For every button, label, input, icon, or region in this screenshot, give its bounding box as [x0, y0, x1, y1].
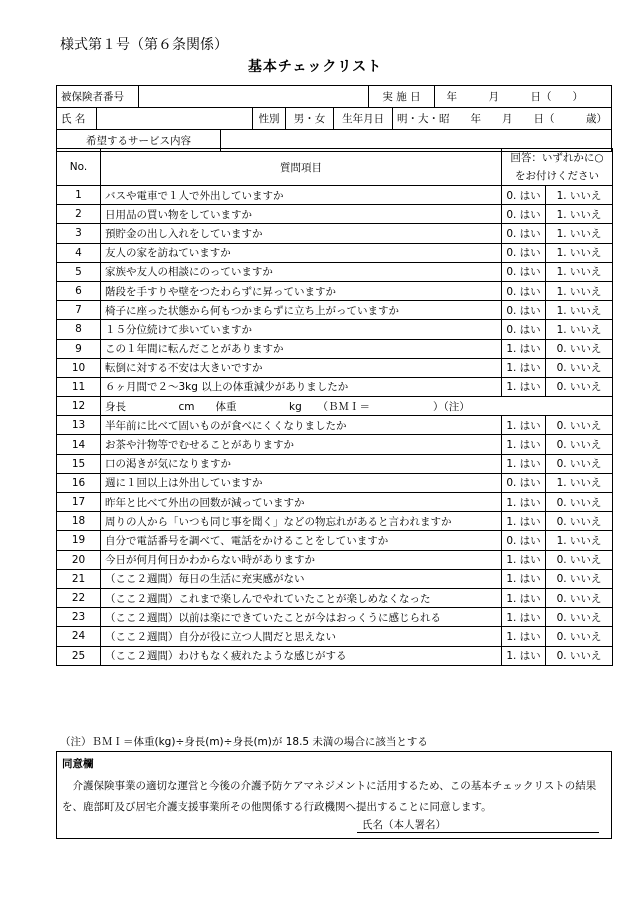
- question-number: 3: [57, 224, 101, 243]
- answer-option-a[interactable]: 1. はい: [502, 358, 546, 377]
- name-field[interactable]: [97, 108, 254, 129]
- table-row: [57, 588, 613, 607]
- answer-option-b[interactable]: 1. いいえ: [546, 301, 613, 320]
- signature-line[interactable]: [357, 832, 599, 833]
- question-text: １５分位続けて歩いていますか: [101, 320, 502, 339]
- question-text: 転倒に対する不安は大きいですか: [101, 358, 502, 377]
- table-row: [57, 262, 613, 281]
- question-number: 7: [57, 301, 101, 320]
- table-row-bmi: [57, 397, 613, 416]
- date-label: 実 施 日: [369, 86, 435, 107]
- answer-option-a[interactable]: 1. はい: [502, 588, 546, 607]
- question-number: 15: [57, 454, 101, 473]
- question-number: 5: [57, 262, 101, 281]
- table-row: [57, 454, 613, 473]
- question-number: 6: [57, 281, 101, 300]
- table-row: [57, 320, 613, 339]
- birth-label: 生年月日: [334, 108, 393, 129]
- question-text: この１年間に転んだことがありますか: [101, 339, 502, 358]
- consent-text: 介護保険事業の適切な運営と今後の介護予防ケアマネジメントに活用するため、この基本チェックリストの結果を、鹿部町及び居宅介護支援事業所その他関係する行政機関へ提出することに同意します。: [62, 780, 597, 813]
- table-row: [57, 512, 613, 531]
- table-row: [57, 473, 613, 492]
- answer-option-a[interactable]: 1. はい: [502, 608, 546, 627]
- question-number: 1: [57, 186, 101, 205]
- table-row: [57, 205, 613, 224]
- question-text: 自分で電話番号を調べて、電話をかけることをしていますか: [101, 531, 502, 550]
- question-text: （ここ２週間）これまで楽しんでやれていたことが楽しめなくなった: [101, 588, 502, 607]
- form-number-label: 様式第１号（第６条関係）: [60, 37, 228, 53]
- column-header-no: No.: [57, 149, 101, 186]
- column-header-question: 質問項目: [101, 149, 502, 186]
- answer-option-a[interactable]: 1. はい: [502, 435, 546, 454]
- question-text: 階段を手すりや壁をつたわらずに昇っていますか: [101, 281, 502, 300]
- answer-option-b[interactable]: 1. いいえ: [546, 320, 613, 339]
- question-text: ６ヶ月間で２～3kg 以上の体重減少がありましたか: [101, 377, 502, 396]
- answer-option-b[interactable]: 0. いいえ: [546, 454, 613, 473]
- table-row: [57, 627, 613, 646]
- question-text: 友人の家を訪ねていますか: [101, 243, 502, 262]
- answer-option-b[interactable]: 0. いいえ: [546, 512, 613, 531]
- answer-option-b[interactable]: 1. いいえ: [546, 224, 613, 243]
- answer-option-b[interactable]: 1. いいえ: [546, 262, 613, 281]
- header-row-insured: [57, 86, 611, 108]
- answer-option-a[interactable]: 1. はい: [502, 646, 546, 665]
- answer-option-b[interactable]: 0. いいえ: [546, 416, 613, 435]
- question-text: （ここ２週間）わけもなく疲れたような感じがする: [101, 646, 502, 665]
- answer-option-b[interactable]: 0. いいえ: [546, 588, 613, 607]
- question-number: 13: [57, 416, 101, 435]
- table-row: [57, 301, 613, 320]
- answer-option-b[interactable]: 0. いいえ: [546, 435, 613, 454]
- table-row: [57, 550, 613, 569]
- answer-option-b[interactable]: 1. いいえ: [546, 205, 613, 224]
- answer-option-a[interactable]: 0. はい: [502, 301, 546, 320]
- insured-number-label: 被保険者番号: [57, 86, 139, 107]
- column-header-answer: [502, 149, 613, 186]
- answer-option-b[interactable]: 1. いいえ: [546, 473, 613, 492]
- question-number: 21: [57, 569, 101, 588]
- answer-option-b[interactable]: 0. いいえ: [546, 608, 613, 627]
- sex-label: 性別: [253, 108, 286, 129]
- question-number: 17: [57, 493, 101, 512]
- checklist-body: [57, 186, 613, 666]
- answer-option-a[interactable]: 1. はい: [502, 339, 546, 358]
- table-row: [57, 377, 613, 396]
- question-text: 預貯金の出し入れをしていますか: [101, 224, 502, 243]
- answer-option-a[interactable]: 0. はい: [502, 243, 546, 262]
- question-number: 20: [57, 550, 101, 569]
- question-text: 半年前に比べて固いものが食べにくくなりましたか: [101, 416, 502, 435]
- answer-option-b[interactable]: 1. いいえ: [546, 243, 613, 262]
- answer-option-b[interactable]: 0. いいえ: [546, 358, 613, 377]
- answer-option-b[interactable]: 0. いいえ: [546, 493, 613, 512]
- table-row: [57, 339, 613, 358]
- answer-option-a[interactable]: 0. はい: [502, 262, 546, 281]
- question-number: 22: [57, 588, 101, 607]
- table-row: [57, 416, 613, 435]
- answer-option-b[interactable]: 0. いいえ: [546, 339, 613, 358]
- answer-header-line1: 回答：いずれかに○: [510, 152, 604, 164]
- answer-option-a[interactable]: 1. はい: [502, 627, 546, 646]
- question-number: 19: [57, 531, 101, 550]
- header-block: [56, 85, 612, 152]
- question-text: 今日が何月何日かわからない時がありますか: [101, 550, 502, 569]
- answer-option-a[interactable]: 1. はい: [502, 454, 546, 473]
- answer-option-a[interactable]: 1. はい: [502, 512, 546, 531]
- question-text: バスや電車で１人で外出していますか: [101, 186, 502, 205]
- answer-option-a[interactable]: 0. はい: [502, 205, 546, 224]
- answer-option-a[interactable]: 1. はい: [502, 569, 546, 588]
- answer-option-a[interactable]: 1. はい: [502, 416, 546, 435]
- question-text: 口の渇きが気になりますか: [101, 454, 502, 473]
- sex-options[interactable]: 男・女: [286, 108, 334, 129]
- question-number: 8: [57, 320, 101, 339]
- question-text: 椅子に座った状態から何もつかまらずに立ち上がっていますか: [101, 301, 502, 320]
- answer-option-a[interactable]: 0. はい: [502, 186, 546, 205]
- answer-option-a[interactable]: 0. はい: [502, 224, 546, 243]
- question-number: 2: [57, 205, 101, 224]
- question-number: 4: [57, 243, 101, 262]
- table-row: [57, 186, 613, 205]
- answer-header-line2: をお付けください: [515, 170, 599, 182]
- question-number: 24: [57, 627, 101, 646]
- table-row: [57, 281, 613, 300]
- table-row: [57, 224, 613, 243]
- insured-number-field[interactable]: [139, 86, 369, 107]
- table-row: [57, 358, 613, 377]
- answer-option-b[interactable]: 0. いいえ: [546, 377, 613, 396]
- question-number: 11: [57, 377, 101, 396]
- answer-option-a[interactable]: 1. はい: [502, 493, 546, 512]
- document-title: 基本チェックリスト: [247, 59, 383, 75]
- signature-label: 氏名（本人署名）: [362, 819, 446, 831]
- question-text: 周りの人から「いつも同じ事を聞く」などの物忘れがあると言われますか: [101, 512, 502, 531]
- question-number: 18: [57, 512, 101, 531]
- answer-option-a[interactable]: 1. はい: [502, 377, 546, 396]
- bmi-note: （注）ＢＭＩ＝体重(kg)÷身長(m)÷身長(m)が 18.5 未満の場合に該当とする: [60, 736, 428, 748]
- question-text: 日用品の買い物をしていますか: [101, 205, 502, 224]
- answer-option-a[interactable]: 0. はい: [502, 320, 546, 339]
- name-label: 氏 名: [57, 108, 97, 129]
- question-text: （ここ２週間）以前は楽にできていたことが今はおっくうに感じられる: [101, 608, 502, 627]
- answer-option-b[interactable]: 1. いいえ: [546, 186, 613, 205]
- question-text: お茶や汁物等でむせることがありますか: [101, 435, 502, 454]
- birth-field[interactable]: 明・大・昭 年 月 日（ 歳）: [397, 113, 607, 125]
- table-row: [57, 435, 613, 454]
- question-number: 9: [57, 339, 101, 358]
- table-row: [57, 243, 613, 262]
- question-number: 10: [57, 358, 101, 377]
- question-number: 16: [57, 473, 101, 492]
- consent-title: 同意欄: [62, 758, 94, 770]
- answer-option-a[interactable]: 1. はい: [502, 550, 546, 569]
- answer-option-b[interactable]: 0. いいえ: [546, 569, 613, 588]
- service-label: 希望するサービス内容: [57, 130, 221, 151]
- checklist-table: [56, 148, 613, 666]
- answer-option-b[interactable]: 0. いいえ: [546, 646, 613, 665]
- table-row: [57, 608, 613, 627]
- table-row: [57, 646, 613, 665]
- answer-option-b[interactable]: 1. いいえ: [546, 281, 613, 300]
- question-number: 23: [57, 608, 101, 627]
- answer-option-b[interactable]: 0. いいえ: [546, 627, 613, 646]
- bmi-input-row[interactable]: 身長 cm 体重 kg （ＢＭＩ＝ ）（注）: [101, 397, 613, 416]
- question-text: 昨年と比べて外出の回数が減っていますか: [101, 493, 502, 512]
- date-field[interactable]: 年 月 日（ ）: [446, 91, 583, 103]
- question-text: （ここ２週間）毎日の生活に充実感がない: [101, 569, 502, 588]
- answer-option-b[interactable]: 0. いいえ: [546, 550, 613, 569]
- question-number: 25: [57, 646, 101, 665]
- answer-option-a[interactable]: 0. はい: [502, 531, 546, 550]
- answer-option-b[interactable]: 1. いいえ: [546, 531, 613, 550]
- consent-box: [56, 751, 612, 839]
- question-text: （ここ２週間）自分が役に立つ人間だと思えない: [101, 627, 502, 646]
- header-row-name: [57, 108, 611, 130]
- question-text: 家族や友人の相談にのっていますか: [101, 262, 502, 281]
- table-row: [57, 531, 613, 550]
- answer-option-a[interactable]: 0. はい: [502, 473, 546, 492]
- answer-option-a[interactable]: 0. はい: [502, 281, 546, 300]
- question-text: 週に１回以上は外出していますか: [101, 473, 502, 492]
- table-row: [57, 493, 613, 512]
- question-number: 12: [57, 397, 101, 416]
- table-row: [57, 569, 613, 588]
- question-number: 14: [57, 435, 101, 454]
